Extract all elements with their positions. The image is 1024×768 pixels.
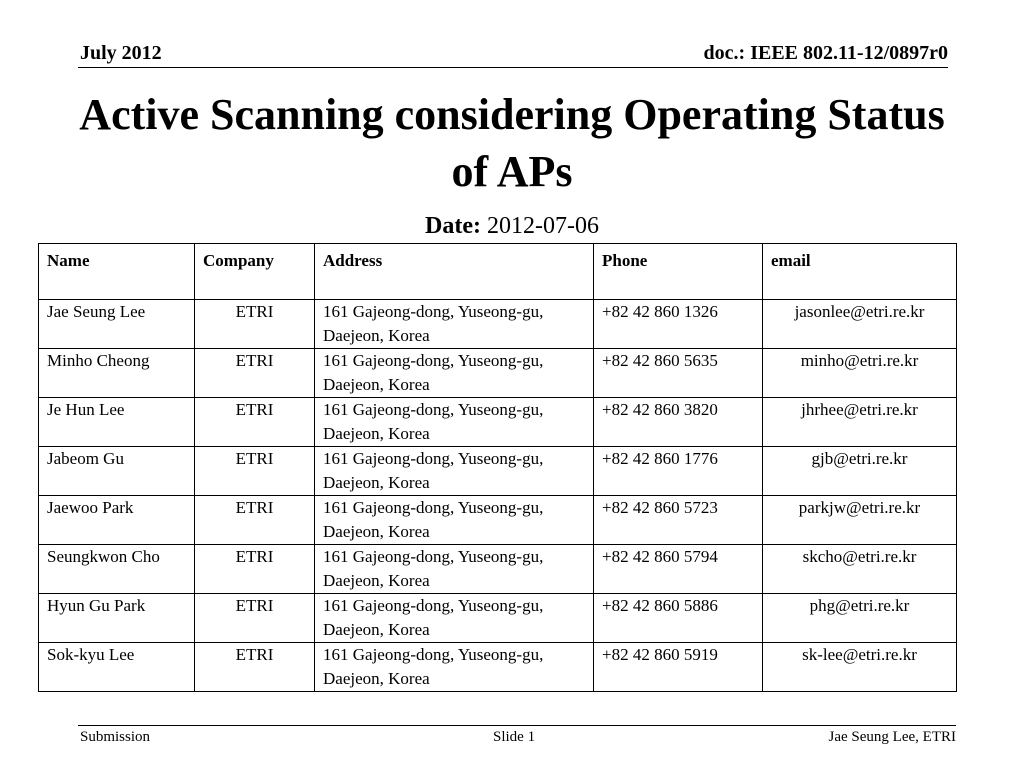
table-row (39, 398, 957, 447)
col-header-name: Name (39, 244, 195, 300)
cell-address: 161 Gajeong-dong, Yuseong-gu, Daejeon, Korea (315, 594, 594, 643)
cell-name: Hyun Gu Park (39, 594, 195, 643)
cell-phone: +82 42 860 5635 (594, 349, 763, 398)
footer-divider (78, 725, 956, 726)
footer-left: Submission (80, 729, 151, 745)
cell-email: jasonlee@etri.re.kr (763, 300, 957, 349)
cell-email: gjb@etri.re.kr (763, 447, 957, 496)
header-divider (78, 67, 948, 68)
table-row (39, 643, 957, 692)
cell-address: 161 Gajeong-dong, Yuseong-gu, Daejeon, Korea (315, 545, 594, 594)
table-row (39, 447, 957, 496)
cell-email: sk-lee@etri.re.kr (763, 643, 957, 692)
cell-email: minho@etri.re.kr (763, 349, 957, 398)
cell-email: phg@etri.re.kr (763, 594, 957, 643)
date-label: Date: (425, 213, 481, 239)
cell-company: ETRI (195, 349, 315, 398)
cell-name: Minho Cheong (39, 349, 195, 398)
cell-company: ETRI (195, 496, 315, 545)
date-line (0, 213, 1024, 240)
cell-name: Seungkwon Cho (39, 545, 195, 594)
date-value: 2012-07-06 (486, 213, 599, 239)
table-row (39, 594, 957, 643)
authors-table (38, 243, 957, 692)
footer-author: Jae Seung Lee, ETRI (828, 729, 956, 745)
cell-company: ETRI (195, 643, 315, 692)
cell-company: ETRI (195, 545, 315, 594)
slide-title: Active Scanning considering Operating Status of APs (79, 90, 945, 196)
col-header-address: Address (315, 244, 594, 300)
cell-address: 161 Gajeong-dong, Yuseong-gu, Daejeon, Korea (315, 398, 594, 447)
table-row (39, 300, 957, 349)
table-row (39, 545, 957, 594)
table-row (39, 496, 957, 545)
cell-name: Sok-kyu Lee (39, 643, 195, 692)
cell-email: jhrhee@etri.re.kr (763, 398, 957, 447)
cell-company: ETRI (195, 398, 315, 447)
col-header-email: email (763, 244, 957, 300)
col-header-company: Company (195, 244, 315, 300)
cell-phone: +82 42 860 5919 (594, 643, 763, 692)
cell-phone: +82 42 860 1326 (594, 300, 763, 349)
header-date: July 2012 (80, 42, 162, 64)
cell-address: 161 Gajeong-dong, Yuseong-gu, Daejeon, Korea (315, 496, 594, 545)
header-doc-id: doc.: IEEE 802.11-12/0897r0 (703, 42, 948, 64)
cell-name: Jabeom Gu (39, 447, 195, 496)
col-header-phone: Phone (594, 244, 763, 300)
cell-name: Jae Seung Lee (39, 300, 195, 349)
cell-address: 161 Gajeong-dong, Yuseong-gu, Daejeon, Korea (315, 300, 594, 349)
cell-email: skcho@etri.re.kr (763, 545, 957, 594)
cell-address: 161 Gajeong-dong, Yuseong-gu, Daejeon, Korea (315, 447, 594, 496)
cell-phone: +82 42 860 3820 (594, 398, 763, 447)
table-row (39, 349, 957, 398)
cell-address: 161 Gajeong-dong, Yuseong-gu, Daejeon, Korea (315, 349, 594, 398)
footer-slide-number: Slide 1 (493, 729, 536, 745)
cell-phone: +82 42 860 5794 (594, 545, 763, 594)
cell-company: ETRI (195, 447, 315, 496)
cell-phone: +82 42 860 5723 (594, 496, 763, 545)
cell-name: Jaewoo Park (39, 496, 195, 545)
table-header-row (39, 244, 957, 300)
cell-phone: +82 42 860 5886 (594, 594, 763, 643)
cell-address: 161 Gajeong-dong, Yuseong-gu, Daejeon, Korea (315, 643, 594, 692)
cell-phone: +82 42 860 1776 (594, 447, 763, 496)
cell-name: Je Hun Lee (39, 398, 195, 447)
cell-company: ETRI (195, 594, 315, 643)
cell-email: parkjw@etri.re.kr (763, 496, 957, 545)
cell-company: ETRI (195, 300, 315, 349)
